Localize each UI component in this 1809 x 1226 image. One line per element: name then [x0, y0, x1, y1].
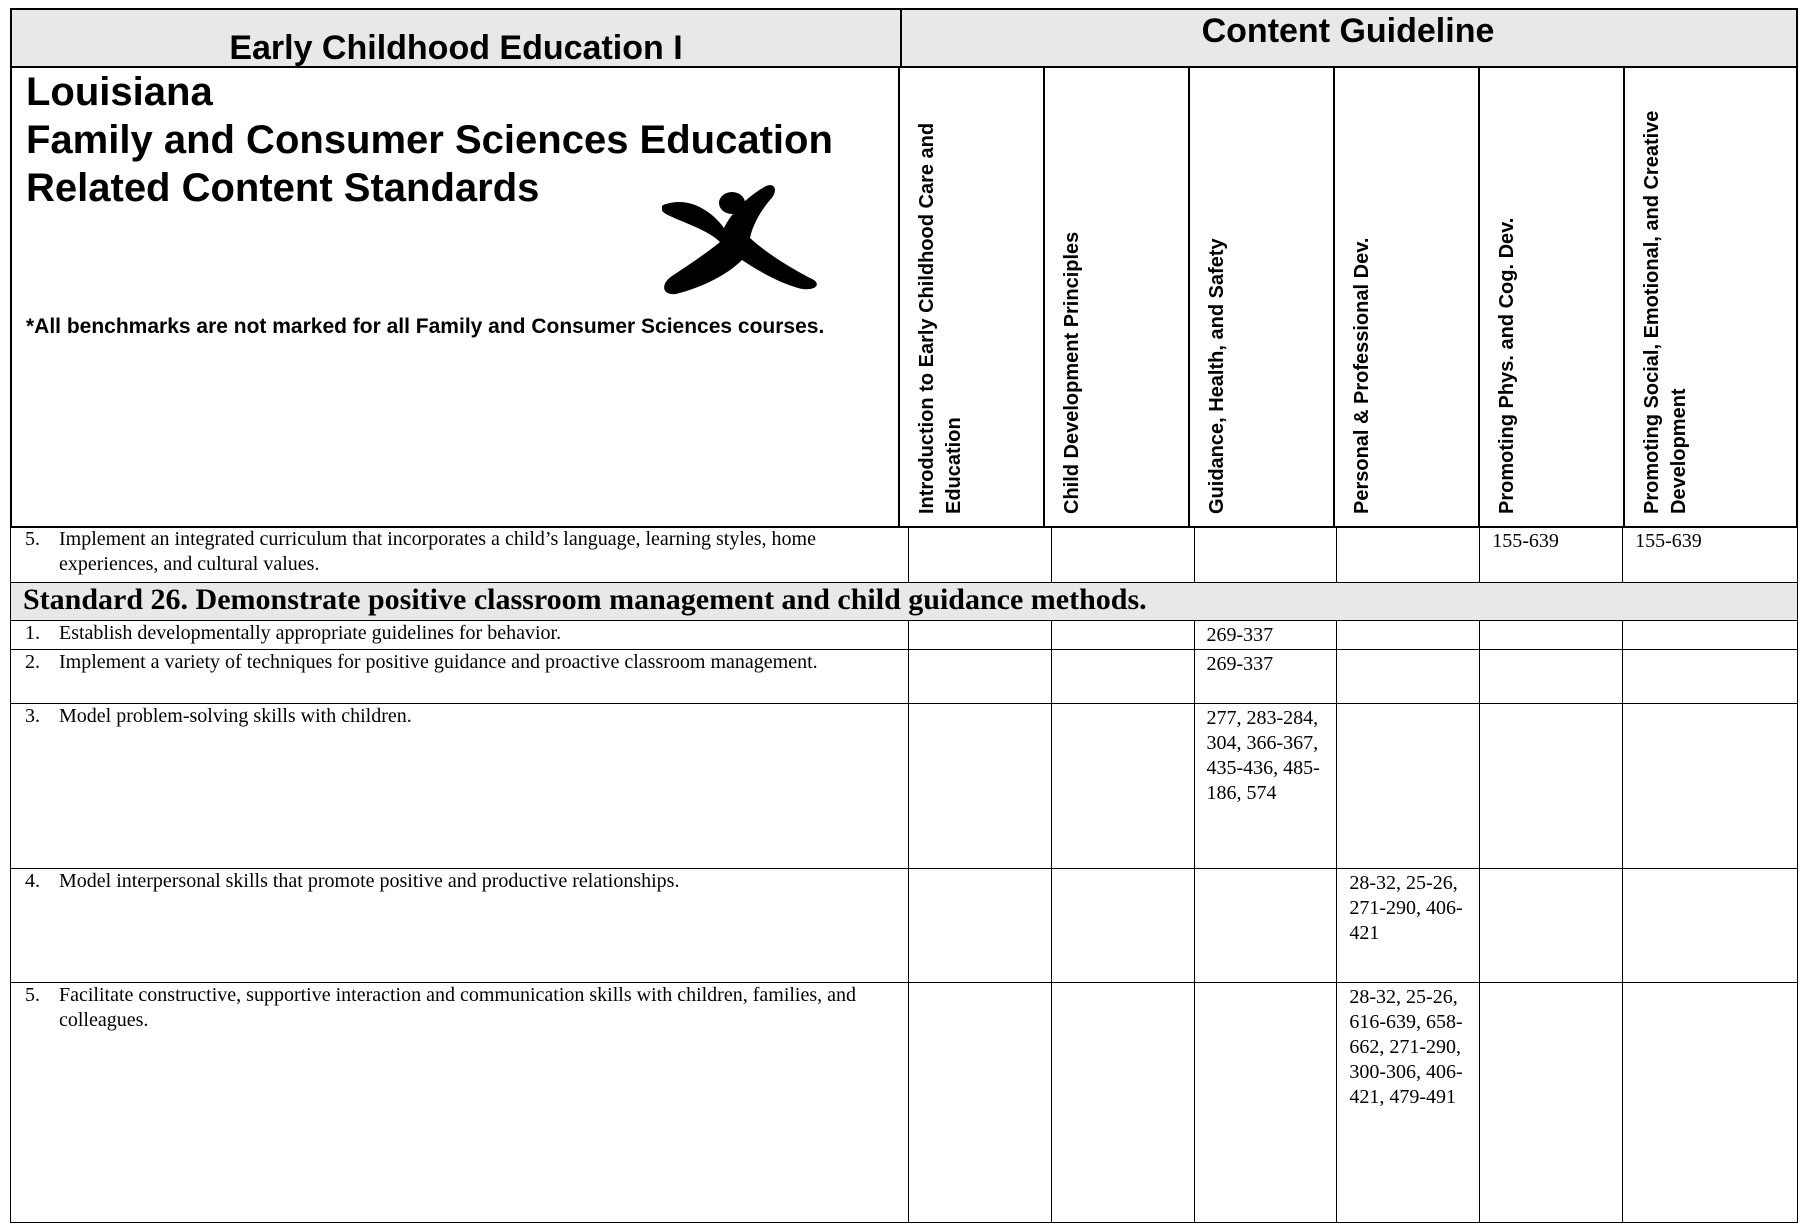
guideline-title: Content Guideline	[1201, 12, 1495, 50]
page-ref-cell	[1623, 650, 1798, 704]
benchmark-number: 5.	[25, 984, 40, 1006]
benchmark-text: Facilitate constructive, supportive interaction and communication skills with children, families, and colleagues.	[59, 984, 857, 1031]
page-ref-cell	[908, 650, 1051, 704]
page-ref-cell	[1051, 650, 1194, 704]
page-ref-cell: 28-32, 25-26, 271-290, 406-421	[1337, 869, 1480, 983]
page-ref-cell: 277, 283-284, 304, 366-367, 435-436, 485-186, 574	[1194, 704, 1337, 869]
page-ref-cell	[1051, 983, 1194, 1223]
column-header-intro	[898, 66, 1043, 528]
table-row	[11, 621, 1798, 650]
column-header-guidance	[1188, 66, 1333, 528]
page-ref-cell	[908, 621, 1051, 650]
column-header-child-dev	[1043, 66, 1188, 528]
page-ref-cell	[908, 527, 1051, 583]
page-ref-cell: 155-639	[1480, 527, 1623, 583]
page-ref-cell	[1480, 869, 1623, 983]
column-header-label: Child Development Principles	[1061, 231, 1083, 514]
page-ref-cell	[1623, 621, 1798, 650]
page-ref-cell	[1623, 983, 1798, 1223]
benchmark-text: Implement an integrated curriculum that incorporates a child’s language, learning styles, home experiences, and cultural values.	[59, 528, 816, 575]
page-ref-cell	[1194, 869, 1337, 983]
page-ref-cell	[1480, 650, 1623, 704]
page-ref-cell: 269-337	[1194, 621, 1337, 650]
page-ref-cell	[1337, 704, 1480, 869]
standard-title: Standard 26. Demonstrate positive classroom management and child guidance methods.	[11, 583, 1798, 621]
table-row	[11, 983, 1798, 1223]
title-block	[10, 66, 900, 528]
page-ref-cell	[908, 869, 1051, 983]
column-header-label: Promoting Social, Emotional, and Creative Development	[1641, 110, 1690, 514]
page-ref-cell	[1623, 869, 1798, 983]
page-ref-cell: 155-639	[1623, 527, 1798, 583]
page-ref-cell: 269-337	[1194, 650, 1337, 704]
benchmark-description	[11, 527, 909, 583]
header-band	[10, 8, 1798, 68]
page-ref-cell	[1337, 527, 1480, 583]
benchmark-text: Model problem-solving skills with children.	[59, 705, 412, 727]
table-row	[11, 650, 1798, 704]
benchmark-description	[11, 704, 909, 869]
page-ref-cell	[1051, 527, 1194, 583]
column-header-label: Promoting Phys. and Cog. Dev.	[1496, 217, 1518, 514]
benchmark-table	[10, 526, 1798, 1223]
page-ref-cell	[1480, 983, 1623, 1223]
page-ref-cell	[908, 704, 1051, 869]
column-header-professional	[1333, 66, 1478, 528]
column-header-label: Guidance, Health, and Safety	[1206, 238, 1228, 514]
title-line-2: Family and Consumer Sciences Education	[26, 118, 833, 162]
benchmark-number: 1.	[25, 622, 40, 644]
page-ref-cell	[1623, 704, 1798, 869]
benchmark-text: Establish developmentally appropriate guidelines for behavior.	[59, 622, 562, 644]
page-ref-cell	[1051, 869, 1194, 983]
title-line-1: Louisiana	[26, 70, 213, 114]
standard-row	[11, 583, 1798, 621]
page-ref-cell	[1480, 621, 1623, 650]
benchmark-description	[11, 650, 909, 704]
benchmark-note: *All benchmarks are not marked for all Family and Consumer Sciences courses.	[26, 315, 825, 338]
table-row	[11, 869, 1798, 983]
benchmark-text: Model interpersonal skills that promote positive and productive relationships.	[59, 870, 680, 892]
page-ref-cell	[1480, 704, 1623, 869]
benchmark-number: 2.	[25, 651, 40, 673]
table-row	[11, 527, 1798, 583]
benchmark-number: 4.	[25, 870, 40, 892]
column-header-social-emotional	[1623, 66, 1798, 528]
benchmark-description	[11, 621, 909, 650]
column-header-phys-cog	[1478, 66, 1623, 528]
page-ref-cell	[1337, 621, 1480, 650]
benchmark-description	[11, 983, 909, 1223]
page-ref-cell	[1051, 704, 1194, 869]
stick-figure-logo-icon	[662, 176, 832, 298]
page-ref-cell	[1337, 650, 1480, 704]
page-ref-cell	[1194, 527, 1337, 583]
column-header-label: Personal & Professional Dev.	[1351, 237, 1373, 514]
benchmark-number: 3.	[25, 705, 40, 727]
benchmark-number: 5.	[25, 528, 40, 550]
page-ref-cell	[1051, 621, 1194, 650]
column-header-label: Introduction to Early Childhood Care and Education	[916, 122, 965, 514]
benchmark-text: Implement a variety of techniques for positive guidance and proactive classroom management.	[59, 651, 818, 673]
table-row	[11, 704, 1798, 869]
page-ref-cell	[908, 983, 1051, 1223]
page-ref-cell: 28-32, 25-26, 616-639, 658-662, 271-290, 300-306, 406-421, 479-491	[1337, 983, 1480, 1223]
course-title: Early Childhood Education I	[12, 10, 902, 66]
benchmark-description	[11, 869, 909, 983]
page-ref-cell	[1194, 983, 1337, 1223]
title-line-3: Related Content Standards	[26, 166, 540, 210]
